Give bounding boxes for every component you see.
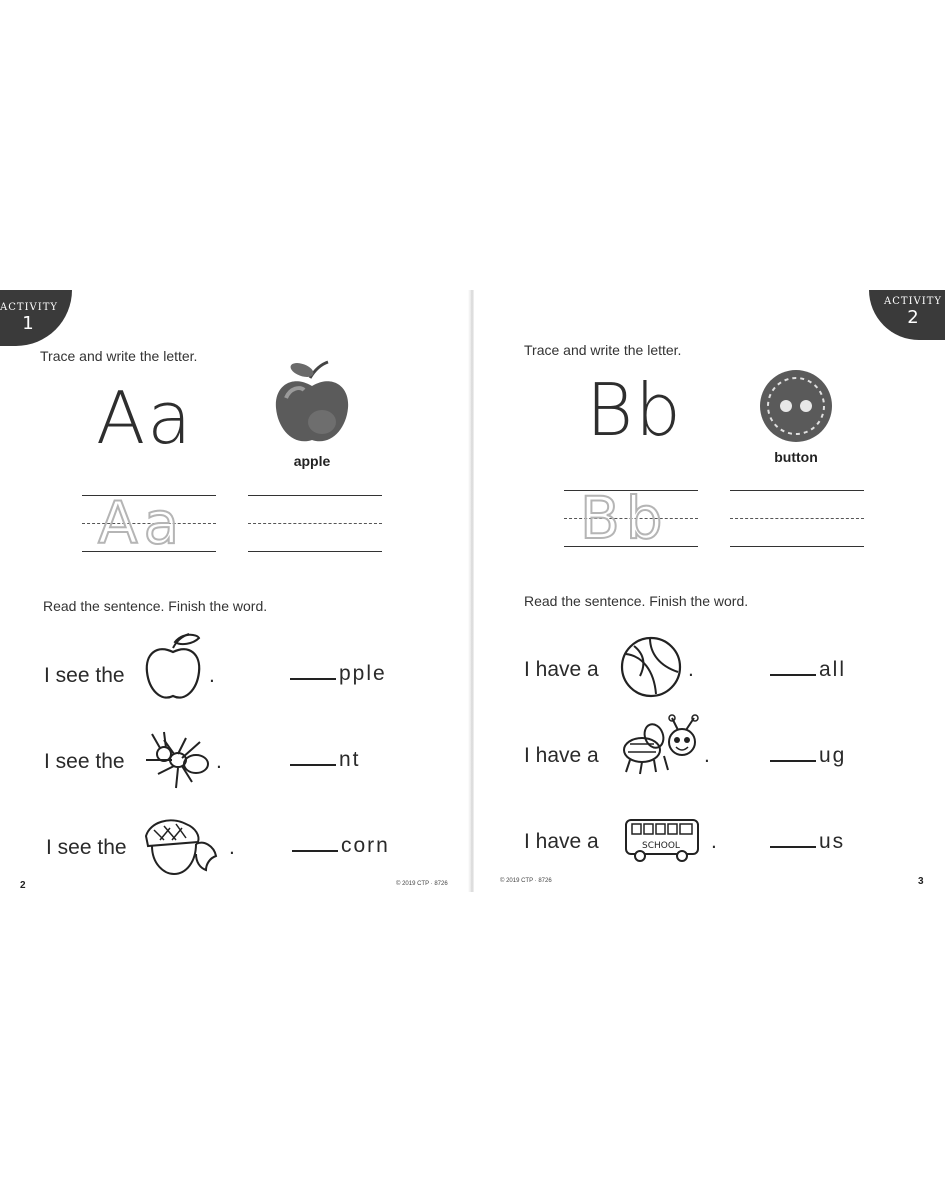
sentence-period-3: . (229, 836, 235, 859)
activity-badge-word: ACTIVITY (0, 302, 58, 313)
answer-word-1: all (819, 658, 847, 681)
picture-label-apple: apple (293, 453, 331, 469)
activity-badge-1 (0, 290, 72, 346)
write-guide-bb[interactable] (730, 490, 864, 550)
left-page (0, 290, 470, 892)
bug-outline-icon (620, 716, 704, 778)
answer-blank-3[interactable] (770, 830, 816, 848)
answer-word-2: nt (339, 748, 361, 771)
answer-2 (770, 744, 846, 768)
answer-blank-3[interactable] (292, 834, 338, 852)
ball-outline-icon (620, 636, 682, 698)
answer-3 (292, 834, 390, 858)
answer-1 (290, 662, 387, 686)
sentence-period-3: . (711, 830, 717, 853)
bus-school-text: SCHOOL (642, 841, 680, 851)
answer-1 (770, 658, 846, 682)
answer-word-3: us (819, 830, 846, 853)
trace-letters-bb: Bb (580, 484, 669, 552)
trace-guide-aa (82, 489, 216, 557)
big-letters-bb: Bb (586, 368, 683, 452)
answer-blank-2[interactable] (290, 748, 336, 766)
copyright-right: © 2019 CTP · 8726 (500, 878, 552, 884)
apple-outline-icon (143, 632, 203, 702)
page-number-left: 2 (20, 880, 26, 891)
trace-instruction: Trace and write the letter. (40, 348, 198, 364)
answer-2 (290, 748, 361, 772)
trace-letters-aa: Aa (98, 489, 186, 557)
acorn-outline-icon (140, 818, 220, 878)
sentence-period-2: . (216, 750, 222, 773)
right-page (474, 290, 945, 892)
sentence-period-1: . (209, 664, 215, 687)
sentence-text-1: I see the (44, 664, 125, 687)
trace-instruction: Trace and write the letter. (524, 342, 682, 358)
workbook-spread (0, 290, 945, 892)
sentence-period-2: . (704, 744, 710, 767)
activity-badge-word: ACTIVITY (884, 296, 942, 307)
answer-word-2: ug (819, 744, 847, 767)
answer-blank-1[interactable] (770, 658, 816, 676)
apple-photo-icon (272, 360, 352, 450)
trace-guide-bb (564, 484, 698, 552)
answer-word-3: corn (341, 834, 390, 857)
activity-badge-number: 1 (22, 313, 34, 334)
button-photo-icon (758, 368, 834, 444)
sentence-text-3: I have a (524, 830, 599, 853)
answer-3 (770, 830, 845, 854)
page-number-right: 3 (918, 876, 924, 887)
answer-word-1: pple (339, 662, 387, 685)
sentence-text-1: I have a (524, 658, 599, 681)
activity-badge-2 (869, 290, 945, 340)
answer-blank-2[interactable] (770, 744, 816, 762)
big-letters-aa: Aa (96, 376, 194, 460)
school-bus-outline-icon (624, 818, 702, 864)
sentence-period-1: . (688, 658, 694, 681)
copyright-left: © 2019 CTP · 8726 (396, 881, 448, 887)
answer-blank-1[interactable] (290, 662, 336, 680)
read-instruction: Read the sentence. Finish the word. (43, 598, 268, 614)
read-instruction: Read the sentence. Finish the word. (524, 593, 749, 609)
sentence-text-2: I see the (44, 750, 125, 773)
ant-outline-icon (142, 730, 212, 794)
write-guide-aa[interactable] (248, 495, 382, 555)
sentence-text-2: I have a (524, 744, 599, 767)
sentence-text-3: I see the (46, 836, 127, 859)
activity-badge-number: 2 (907, 307, 919, 328)
picture-label-button: button (774, 449, 818, 465)
